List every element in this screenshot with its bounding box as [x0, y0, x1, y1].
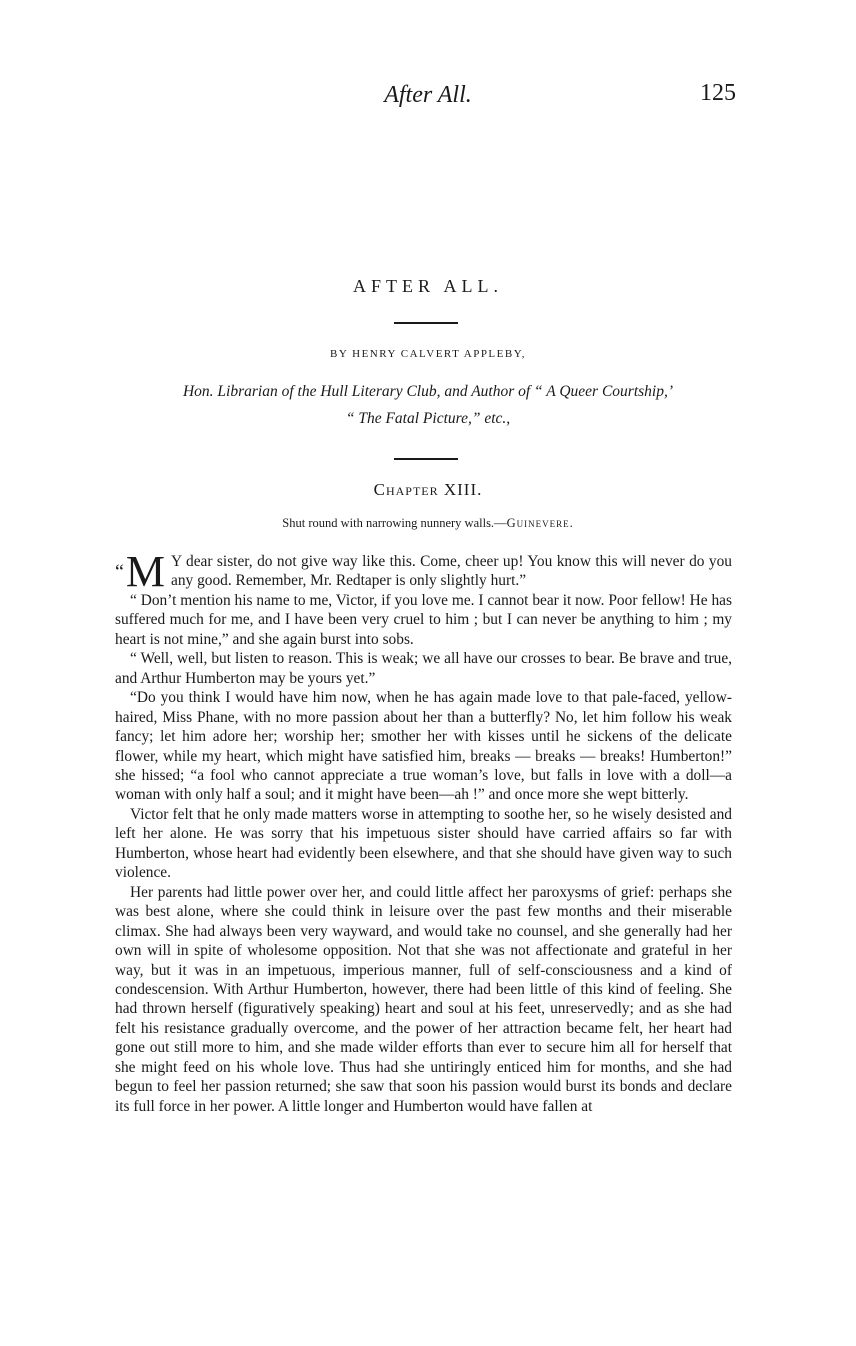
running-title: After All.	[384, 82, 472, 108]
author-credit-line-1: Hon. Librarian of the Hull Literary Club, and Author of “ A Queer Courtship,’	[182, 383, 673, 400]
epigraph-text: Shut round with narrowing nunnery walls.—	[282, 516, 507, 530]
paragraph: “ Don’t mention his name to me, Victor, if you love me. I cannot bear it now. Poor fellow! He has suffered much for me, and I have been very cruel to him ; but I can never be anything to him ; my heart is not mine,” and she again burst into sobs.	[115, 591, 732, 648]
author-byline: BY HENRY CALVERT APPLEBY,	[330, 348, 526, 360]
drop-cap	[115, 547, 166, 596]
title-divider	[394, 322, 458, 324]
author-credit-line-2: “ The Fatal Picture,” etc.,	[345, 410, 511, 427]
epigraph	[0, 516, 856, 531]
paragraph: “Do you think I would have him now, when he has again made love to that pale-faced, yellow-haired, Miss Phane, with no more passion about her than a butterfly? No, let him follow his weak fancy; let him adore her; worship her; smother her with kisses until he sickens of the delicate flower, while my heart, which might have satisfied him, breaks — breaks — breaks! Humberton!” she hissed; “a fool who cannot appreciate a true woman’s love, but falls in love with a doll—a woman with only half a soul; and it might have been—ah !” and once more she wept bitterly.	[115, 689, 732, 804]
page-number: 125	[700, 80, 736, 106]
chapter-heading: Chapter XIII.	[373, 480, 483, 499]
chapter-divider	[394, 458, 458, 460]
article-body	[115, 547, 732, 1116]
article-title: AFTER ALL.	[352, 276, 503, 296]
drop-cap-letter: M	[125, 547, 166, 596]
paragraph: Victor felt that he only made matters worse in attempting to soothe her, so he wisely desisted and left her alone. He was sorry that his impetuous sister should have carried affairs so far with Humberton, whose heart had evidently been elsewhere, and that she should have given way to such violence.	[115, 805, 732, 882]
drop-cap-quote: “	[115, 561, 124, 583]
paragraph-text: Y dear sister, do not give way like this. Come, cheer up! You know this will never do you any good. Remember, Mr. Redtaper is only slightly hurt.”	[171, 553, 732, 590]
paragraph: “ Well, well, but listen to reason. This is weak; we all have our crosses to bear. Be brave and true, and Arthur Humberton may be yours yet.”	[115, 650, 732, 687]
epigraph-attribution: Guinevere.	[506, 516, 574, 530]
paragraph: Her parents had little power over her, and could little affect her paroxysms of grief: perhaps she was best alone, where she could think in leisure over the past few months and their miserable climax. She had always been very wayward, and would take no counsel, and she generally had her own will in spite of wholesome opposition. Not that she was not affectionate and grateful in her way, but it was in an impetuous, imperious manner, full of self-consciousness and a kind of condescension. With Arthur Humberton, however, there had been little of this kind of feeling. She had thrown herself (figuratively speaking) heart and soul at his feet, unreservedly; and as she had felt his resistance gradually overcome, and the power of her attraction became felt, her heart had gone out still more to him, and she made wilder efforts than ever to secure him all for herself that she might feed on his whole love. Thus had she untiringly enticed him for months, and she had begun to feel her passion returned; she saw that soon his passion would burst its bonds and declare its full force in her power. A little longer and Humberton would have fallen at	[115, 883, 732, 1115]
paragraph	[115, 547, 732, 596]
